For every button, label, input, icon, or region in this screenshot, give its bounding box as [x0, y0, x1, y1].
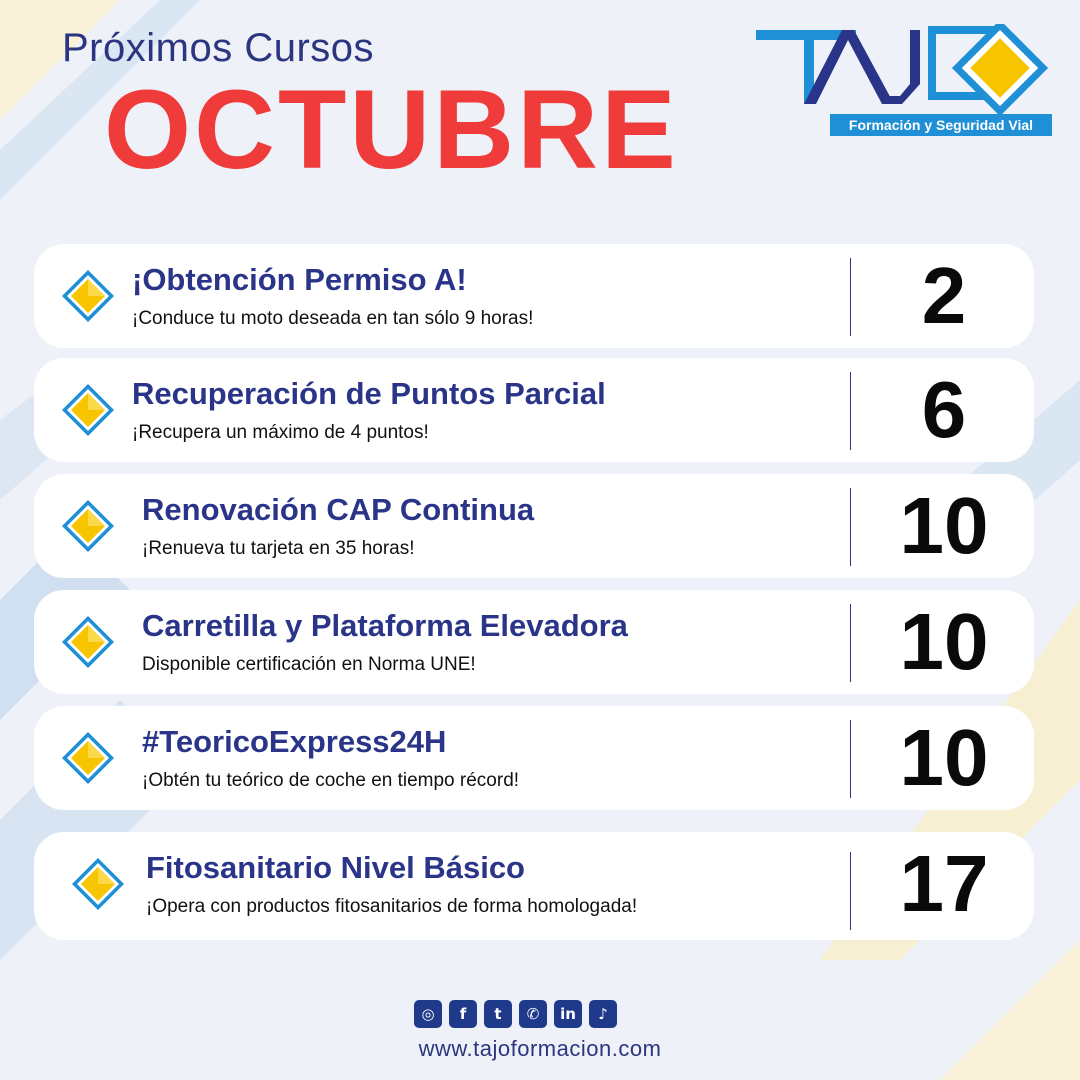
course-title: Carretilla y Plataforma Elevadora	[142, 608, 628, 643]
header-kicker: Próximos Cursos	[62, 26, 375, 70]
diamond-icon	[60, 498, 116, 554]
course-subtitle: ¡Opera con productos fitosanitarios de forma homologada!	[146, 896, 638, 917]
course-card[interactable]	[34, 358, 1034, 462]
course-day: 6	[921, 365, 967, 454]
course-subtitle: ¡Conduce tu moto deseada en tan sólo 9 horas!	[132, 308, 534, 329]
course-subtitle: ¡Obtén tu teórico de coche en tiempo récord!	[142, 770, 520, 791]
course-title: Renovación CAP Continua	[142, 492, 535, 527]
diamond-icon	[60, 614, 116, 670]
course-day: 10	[899, 713, 989, 802]
twitter-icon[interactable]: t	[484, 1000, 512, 1028]
card-divider	[850, 258, 851, 336]
header-month: OCTUBRE	[104, 67, 679, 192]
course-day: 2	[921, 251, 967, 340]
course-card[interactable]	[34, 706, 1034, 810]
course-day: 17	[899, 839, 989, 928]
card-divider	[850, 720, 851, 798]
course-card[interactable]	[34, 832, 1034, 940]
course-subtitle: Disponible certificación en Norma UNE!	[142, 654, 476, 675]
course-title: Fitosanitario Nivel Básico	[146, 850, 525, 885]
card-divider	[850, 852, 851, 930]
course-card[interactable]	[34, 244, 1034, 348]
instagram-icon[interactable]: ◎	[414, 1000, 442, 1028]
tiktok-icon[interactable]: ♪	[589, 1000, 617, 1028]
course-card[interactable]	[34, 590, 1034, 694]
card-divider	[850, 604, 851, 682]
website-link[interactable]: www.tajoformacion.com	[418, 1036, 662, 1061]
social-icons	[414, 1000, 617, 1028]
course-subtitle: ¡Recupera un máximo de 4 puntos!	[132, 422, 429, 443]
course-title: #TeoricoExpress24H	[142, 724, 447, 759]
diamond-icon	[60, 268, 116, 324]
linkedin-icon[interactable]: in	[554, 1000, 582, 1028]
diamond-icon	[60, 382, 116, 438]
logo-tagline: Formación y Seguridad Vial	[830, 114, 1052, 136]
course-card[interactable]	[34, 474, 1034, 578]
course-day: 10	[899, 597, 989, 686]
diamond-icon	[70, 856, 126, 912]
course-subtitle: ¡Renueva tu tarjeta en 35 horas!	[142, 538, 415, 559]
whatsapp-icon[interactable]: ✆	[519, 1000, 547, 1028]
card-divider	[850, 488, 851, 566]
diamond-icon	[60, 730, 116, 786]
card-divider	[850, 372, 851, 450]
facebook-icon[interactable]: f	[449, 1000, 477, 1028]
course-title: ¡Obtención Permiso A!	[132, 262, 467, 297]
course-title: Recuperación de Puntos Parcial	[132, 376, 606, 411]
course-day: 10	[899, 481, 989, 570]
